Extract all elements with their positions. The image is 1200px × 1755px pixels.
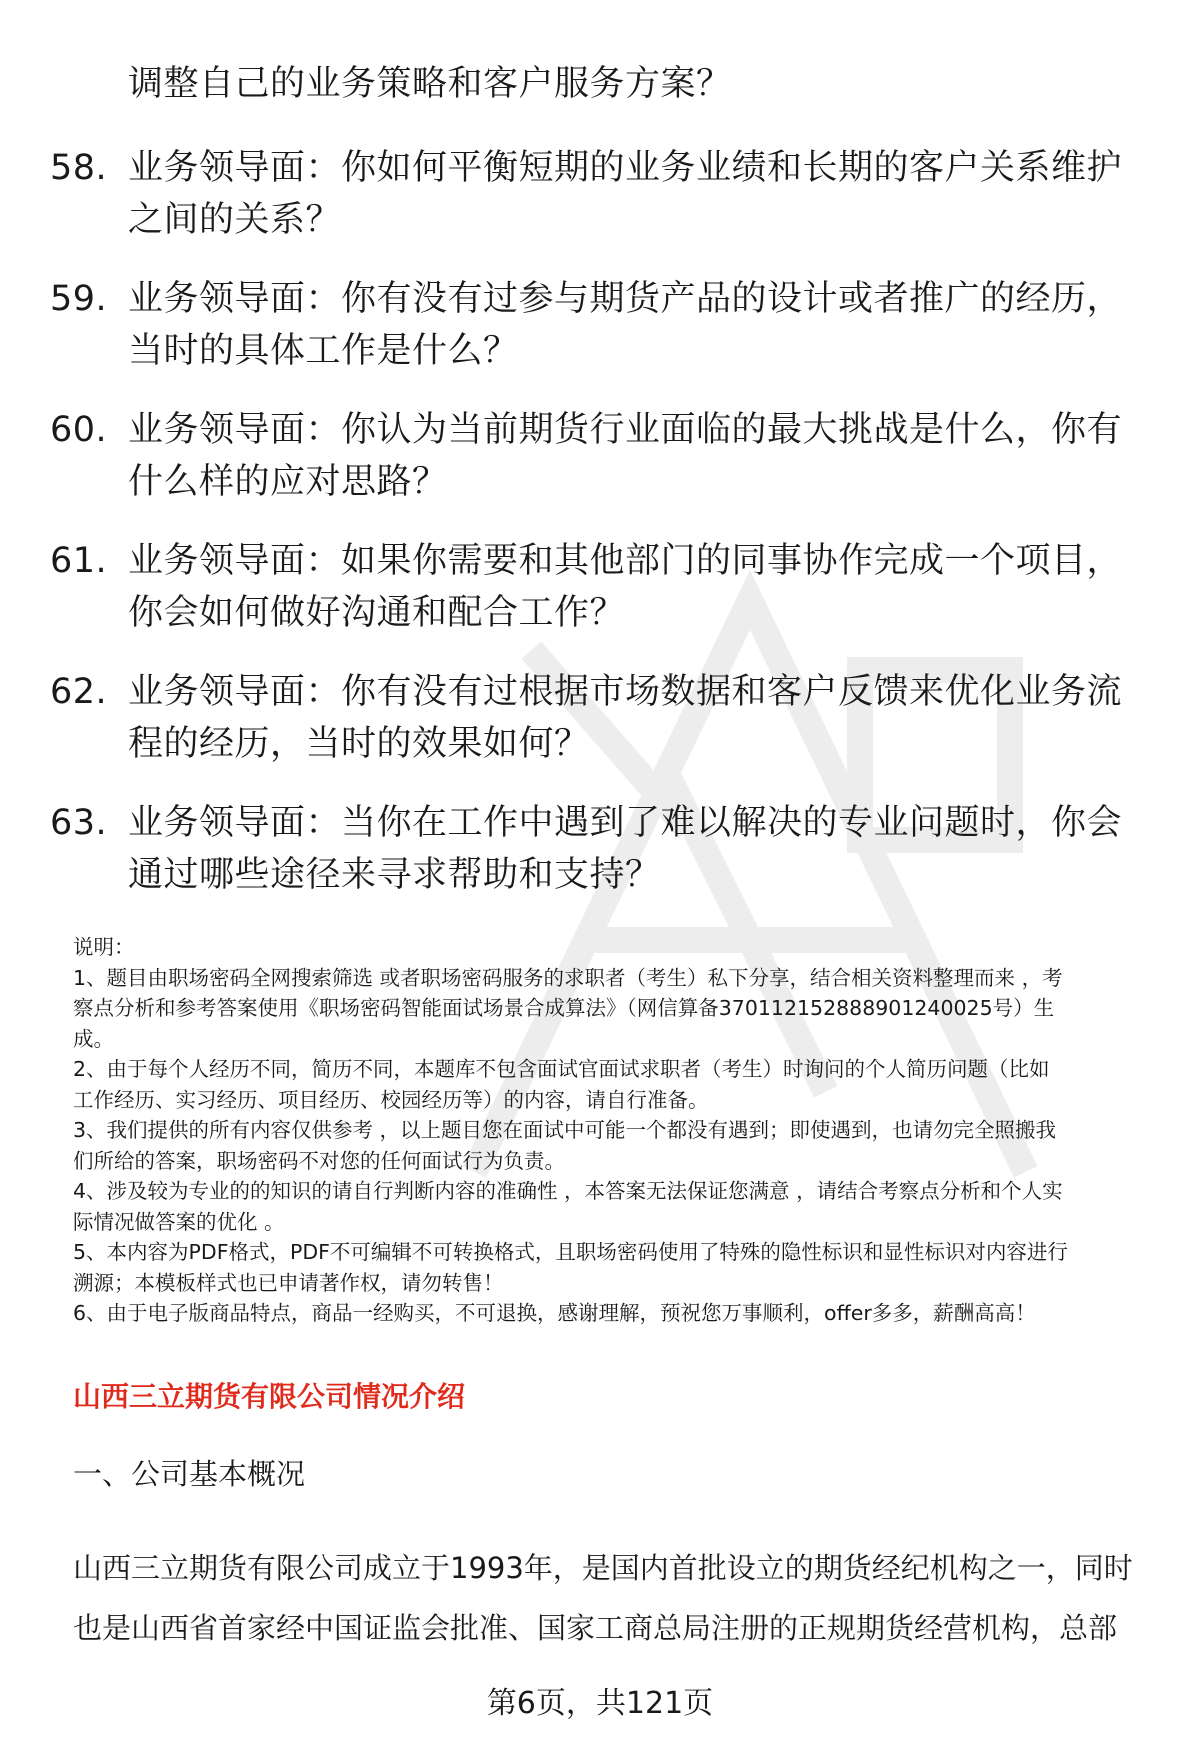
note-line: 4、涉及较为专业的的知识的请自行判断内容的准确性 ，本答案无法保证您满意 ，请结合考察点分析和个人实 (73, 1179, 1063, 1203)
question-text-line-2: 之间的关系？ (128, 200, 342, 240)
page-footer: 第6页，共121页 (486, 1686, 714, 1721)
note-line: 1、题目由职场密码全网搜索筛选 或者职场密码服务的求职者（考生）私下分享，结合相关资料整理而来 ，考 (73, 965, 1063, 990)
question-item (50, 666, 1160, 770)
question-text-line-2: 当时的具体工作是什么？ (128, 331, 519, 371)
continuation-line: 调整自己的业务策略和客户服务方案？ (128, 64, 732, 104)
question-item (50, 797, 1160, 901)
note-line: 6、由于电子版商品特点，商品一经购买，不可退换，感谢理解，预祝您万事顺利，offer多多，薪酬高高！ (73, 1301, 1036, 1325)
note-line: 们所给的答案，职场密码不对您的任何面试行为负责。 (73, 1148, 565, 1173)
notes-title: 说明： (73, 935, 135, 959)
question-number: 61. (50, 541, 108, 581)
question-item (50, 404, 1160, 508)
question-text-line-2: 通过哪些途径来寻求帮助和支持？ (128, 855, 661, 895)
question-list (50, 142, 1160, 928)
question-item (50, 535, 1160, 639)
note-line: 5、本内容为PDF格式，PDF不可编辑不可转换格式，且职场密码使用了特殊的隐性标识和显性标识对内容进行 (73, 1240, 1068, 1264)
question-text-line-2: 你会如何做好沟通和配合工作？ (128, 593, 626, 633)
question-text-line-1: 业务领导面：你认为当前期货行业面临的最大挑战是什么，你有 (128, 410, 1123, 450)
question-item (50, 142, 1160, 246)
note-line: 2、由于每个人经历不同，简历不同，本题库不包含面试官面试求职者（考生）时询问的个人简历问题（比如 (73, 1057, 1050, 1081)
question-number: 63. (50, 803, 108, 843)
question-text-line-1: 业务领导面：你有没有过根据市场数据和客户反馈来优化业务流 (128, 672, 1123, 712)
note-line: 察点分析和参考答案使用《职场密码智能面试场景合成算法》（网信算备370112152888901240025号）生 (73, 996, 1055, 1020)
question-text-line-1: 业务领导面：当你在工作中遇到了难以解决的专业问题时，你会 (128, 803, 1123, 843)
question-number: 59. (50, 279, 108, 319)
intro-paragraph (73, 1538, 1163, 1658)
note-line: 3、我们提供的所有内容仅供参考 ，以上题目您在面试中可能一个都没有遇到；即使遇到，也请勿完全照搬我 (73, 1118, 1057, 1142)
notes-section (73, 932, 1163, 1329)
intro-line: 也是山西省首家经中国证监会批准、国家工商总局注册的正规期货经营机构，总部 (73, 1611, 1118, 1645)
intro-line: 山西三立期货有限公司成立于1993年，是国内首批设立的期货经纪机构之一，同时 (73, 1551, 1133, 1585)
note-line: 工作经历、实习经历、项目经历、校园经历等）的内容，请自行准备。 (73, 1087, 709, 1112)
question-text-line-2: 程的经历，当时的效果如何？ (128, 724, 590, 764)
question-number: 58. (50, 148, 108, 188)
company-heading: 山西三立期货有限公司情况介绍 (73, 1380, 466, 1413)
question-text-line-2: 什么样的应对思路？ (128, 462, 448, 502)
question-text-line-1: 业务领导面：如果你需要和其他部门的同事协作完成一个项目， (128, 541, 1123, 581)
note-line: 际情况做答案的优化 。 (73, 1209, 285, 1234)
note-line: 溯源；本模板样式也已申请著作权，请勿转售！ (73, 1270, 504, 1295)
question-number: 60. (50, 410, 108, 450)
question-text-line-1: 业务领导面：你如何平衡短期的业务业绩和长期的客户关系维护 (128, 148, 1123, 188)
question-text-line-1: 业务领导面：你有没有过参与期货产品的设计或者推广的经历， (128, 279, 1123, 319)
section-heading: 一、公司基本概况 (73, 1457, 306, 1491)
question-item (50, 273, 1160, 377)
note-line: 成。 (73, 1026, 114, 1051)
question-number: 62. (50, 672, 108, 712)
